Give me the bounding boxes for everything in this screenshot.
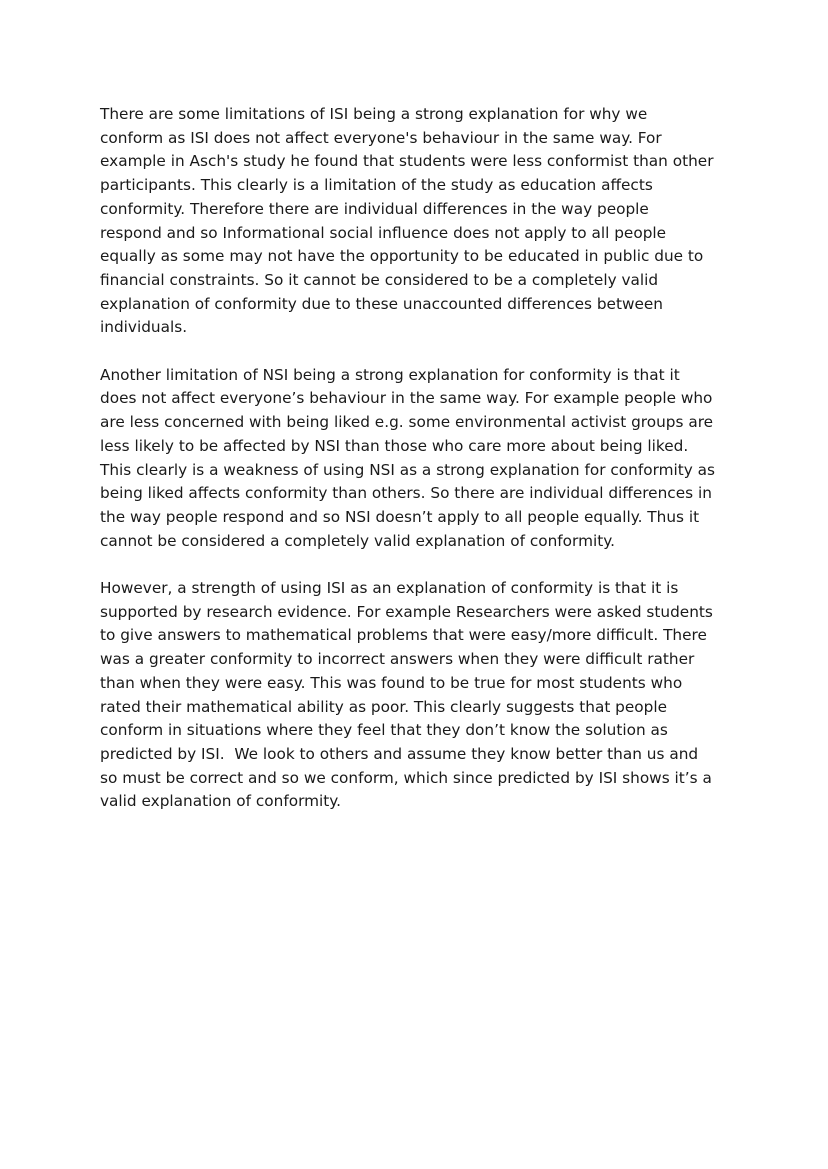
text-line: explanation of conformity due to these unaccounted differences between <box>100 294 663 313</box>
text-line: does not affect everyone’s behaviour in the same way. For example people who <box>100 389 713 408</box>
document-body <box>100 103 730 838</box>
text-line: This clearly is a weakness of using NSI as a strong explanation for conformity as <box>100 460 715 479</box>
text-line: are less concerned with being liked e.g. some environmental activist groups are <box>100 413 714 432</box>
text-line: respond and so Informational social influence does not apply to all people <box>100 223 667 242</box>
text-line: example in Asch's study he found that students were less conformist than other <box>100 152 714 171</box>
text-line: cannot be considered a completely valid explanation of conformity. <box>100 531 615 550</box>
text-line: conform in situations where they feel that they don’t know the solution as <box>100 721 668 740</box>
text-line: individuals. <box>100 318 188 337</box>
paragraph-isi-strength <box>100 577 730 814</box>
paragraph-nsi-limitation <box>100 364 730 554</box>
text-line: conformity. Therefore there are individual differences in the way people <box>100 199 649 218</box>
text-line: Another limitation of NSI being a strong explanation for conformity is that it <box>100 365 680 384</box>
text-line: financial constraints. So it cannot be considered to be a completely valid <box>100 270 659 289</box>
text-line: to give answers to mathematical problems that were easy/more difficult. There <box>100 626 707 645</box>
text-line: conform as ISI does not affect everyone's behaviour in the same way. For <box>100 128 662 147</box>
text-line: predicted by ISI. We look to others and assume they know better than us and <box>100 744 699 763</box>
text-line: the way people respond and so NSI doesn’t apply to all people equally. Thus it <box>100 507 700 526</box>
text-line: so must be correct and so we conform, which since predicted by ISI shows it’s a <box>100 768 712 787</box>
text-line: supported by research evidence. For example Researchers were asked students <box>100 602 713 621</box>
text-line: being liked affects conformity than others. So there are individual differences in <box>100 484 712 503</box>
text-line: valid explanation of conformity. <box>100 792 341 811</box>
text-line: However, a strength of using ISI as an explanation of conformity is that it is <box>100 579 679 598</box>
text-line: was a greater conformity to incorrect answers when they were difficult rather <box>100 650 695 669</box>
text-line: participants. This clearly is a limitation of the study as education affects <box>100 176 653 195</box>
text-line: than when they were easy. This was found to be true for most students who <box>100 673 683 692</box>
paragraph-isi-limitation <box>100 103 730 340</box>
text-line: rated their mathematical ability as poor. This clearly suggests that people <box>100 697 668 716</box>
text-line: equally as some may not have the opportunity to be educated in public due to <box>100 247 704 266</box>
text-line: less likely to be affected by NSI than those who care more about being liked. <box>100 436 689 455</box>
text-line: There are some limitations of ISI being a strong explanation for why we <box>100 105 648 123</box>
